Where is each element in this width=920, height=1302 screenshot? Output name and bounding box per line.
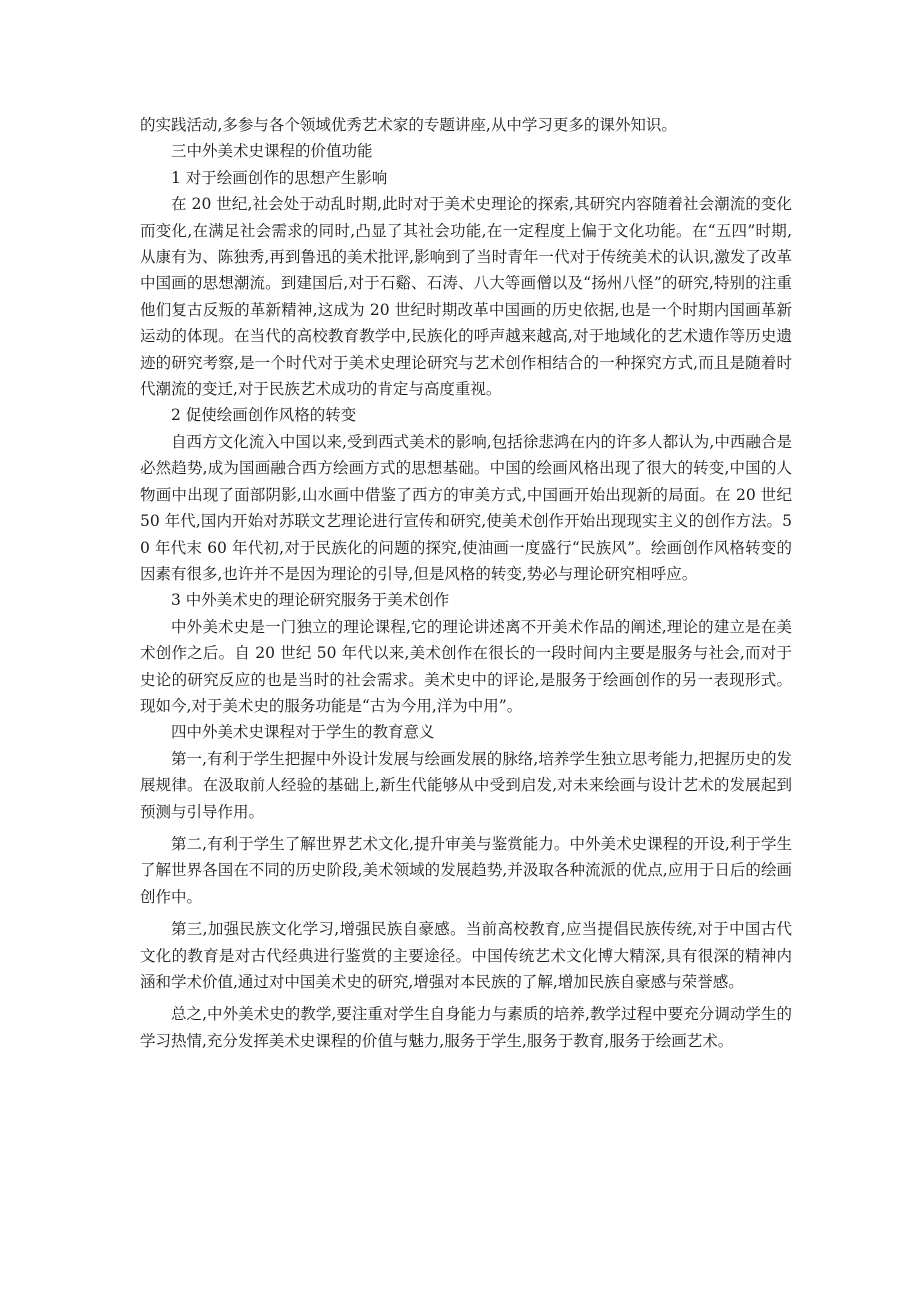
paragraph-3-3: 中外美术史是一门独立的理论课程,它的理论讲述离不开美术作品的阐述,理论的建立是在美术创作之后。自 20 世纪 50 年代以来,美术创作在很长的一段时间内主要是服务与社会,而对于史论的研究反应的也是当时的社会需求。美术史中的评论,是服务于绘画创作的另一表现形式。现如今,对于美术史的服务功能是“古为今用,洋为中用”。 <box>140 617 792 715</box>
paragraph-4-1: 第一,有利于学生把握中外设计发展与绘画发展的脉络,培养学生独立思考能力,把握历史的发展规律。在汲取前人经验的基础上,新生代能够从中受到启发,对未来绘画与设计艺术的发展起到预测与引导作用。 <box>140 749 792 821</box>
subsection-heading-3-2: 2 促使绘画创作风格的转变 <box>171 406 357 425</box>
paragraph-4-2: 第二,有利于学生了解世界艺术文化,提升审美与鉴赏能力。中外美术史课程的开设,利于学生了解世界各国在不同的历史阶段,美术领域的发展趋势,并汲取各种流派的优点,应用于日后的绘画创作中。 <box>140 834 792 906</box>
section-heading-4: 四中外美术史课程对于学生的教育意义 <box>171 723 435 742</box>
paragraph-4-3: 第三,加强民族文化学习,增强民族自豪感。当前高校教育,应当提倡民族传统,对于中国古代文化的教育是对古代经典进行鉴赏的主要途径。中国传统艺术文化博大精深,具有很深的精神内涵和学术价值,通过对中国美术史的研究,增强对本民族的了解,增加民族自豪感与荣誉感。 <box>140 920 792 991</box>
section-heading-3: 三中外美术史课程的价值功能 <box>171 142 373 161</box>
paragraph-continuation: 的实践活动,多参与各个领域优秀艺术家的专题讲座,从中学习更多的课外知识。 <box>140 116 677 134</box>
paragraph-3-1: 在 20 世纪,社会处于动乱时期,此时对于美术史理论的探索,其研究内容随着社会潮流的变化而变化,在满足社会需求的同时,凸显了其社会功能,在一定程度上偏于文化功能。在“五四”时期,从康有为、陈独秀,再到鲁迅的美术批评,影响到了当时青年一代对于传统美术的认识,激发了改革中国画的思想潮流。到建国后,对于石谿、石涛、八大等画僧以及“扬州八怪”的研究,特别的注重他们复古反叛的革新精神,这成为 20 世纪时期改革中国画的历史依据,也是一个时期内国画革新运动的体现。在当代的高校教育教学中,民族化的呼声越来越高,对于地域化的艺术遗作等历史遗迹的研究考察,是一个时代对于美术史理论研究与艺术创作相结合的一种探究方式,而且是随着时代潮流的变迁,对于民族艺术成功的肯定与高度重视。 <box>140 195 792 399</box>
paragraph-conclusion: 总之,中外美术史的教学,要注重对学生自身能力与素质的培养,教学过程中要充分调动学生的学习热情,充分发挥美术史课程的价值与魅力,服务于学生,服务于教育,服务于绘画艺术。 <box>140 1005 792 1050</box>
subsection-heading-3-3: 3 中外美术史的理论研究服务于美术创作 <box>171 591 450 610</box>
document-page <box>140 112 792 1054</box>
subsection-heading-3-1: 1 对于绘画创作的思想产生影响 <box>171 168 388 187</box>
paragraph-3-2: 自西方文化流入中国以来,受到西式美术的影响,包括徐悲鸿在内的许多人都认为,中西融合是必然趋势,成为国画融合西方绘画方式的思想基础。中国的绘画风格出现了很大的转变,中国的人物画中出现了面部阴影,山水画中借鉴了西方的审美方式,中国画开始出现新的局面。在 20 世纪 50 年代,国内开始对苏联文艺理论进行宣传和研究,使美术创作开始出现现实主义的创作方法。50 年代末 60 年代初,对于民族化的问题的探究,使油画一度盛行“民族风”。绘画创作风格转变的因素有很多,也许并不是因为理论的引导,但是风格的转变,势必与理论研究相呼应。 <box>140 432 792 583</box>
